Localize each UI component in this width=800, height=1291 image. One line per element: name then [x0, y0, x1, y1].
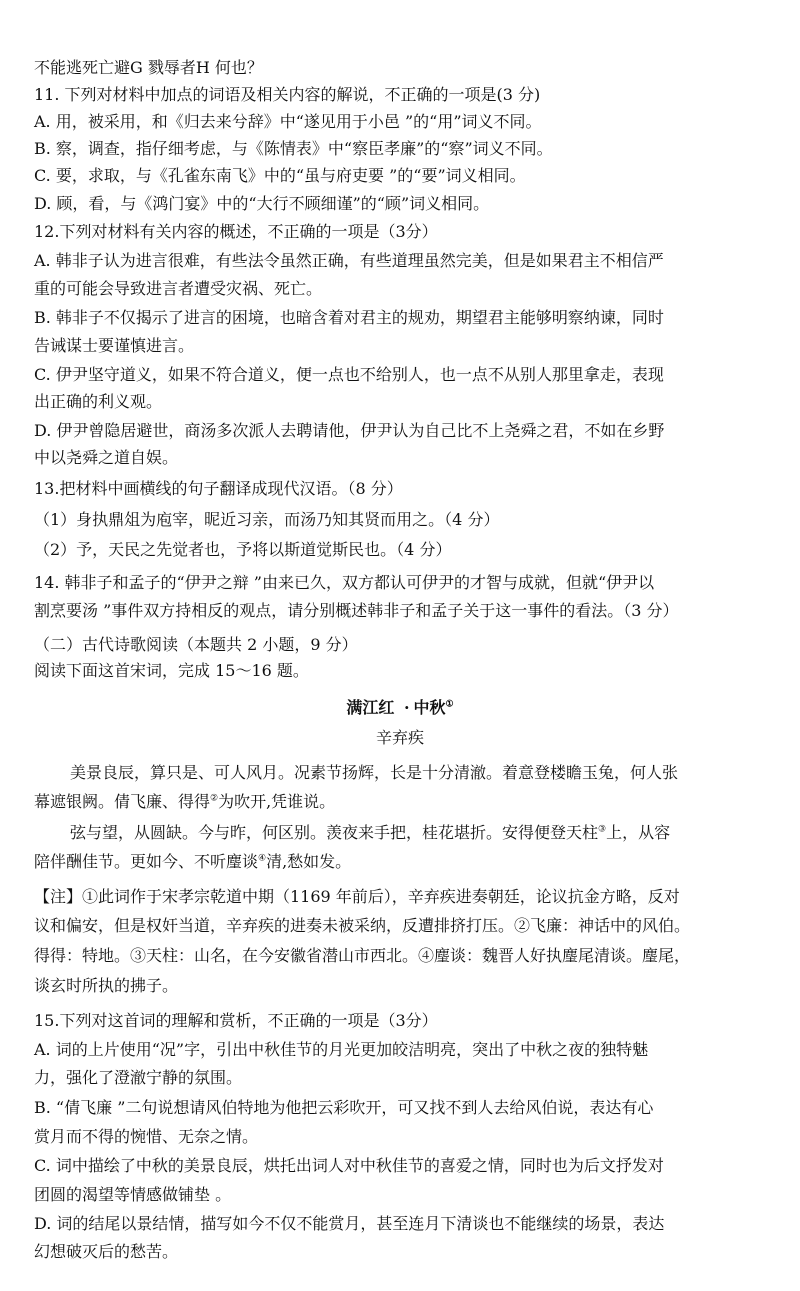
option-15d-cont: 幻想破灭后的愁苦。 — [34, 1242, 179, 1261]
option-11b: B. 察，调查，指仔细考虑，与《陈情表》中“察臣孝廉”的“察”词义不同。 — [34, 139, 553, 158]
poem-text: 为吹开,凭谁说。 — [218, 792, 336, 811]
poem-line — [70, 822, 766, 844]
question-14-cont: 割烹要汤 ”事件双方持相反的观点，请分别概述韩非子和孟子关于这一事件的看法。（3 分） — [34, 601, 679, 620]
option-12c: C. 伊尹坚守道义，如果不符合道义，便一点也不给别人，也一点不从别人那里拿走，表现 — [34, 365, 664, 384]
poem-line — [34, 791, 766, 813]
poem-line — [34, 851, 766, 873]
poem-text: 上，从容 — [606, 823, 671, 842]
question-13-1: （1）身执鼎俎为庖宰，昵近习亲，而汤乃知其贤而用之。（4 分） — [34, 510, 500, 529]
poem-title — [0, 697, 800, 719]
poem-title-separator: · — [403, 698, 410, 717]
option-12d: D. 伊尹曾隐居避世，商汤多次派人去聘请他，伊尹认为自己比不上尧舜之君，不如在乡野 — [34, 421, 665, 440]
question-13: 13.把材料中画横线的句子翻译成现代汉语。（8 分） — [34, 479, 403, 498]
question-12: 12.下列对材料有关内容的概述，不正确的一项是（3分） — [34, 222, 438, 241]
poem-text: 弦与望，从圆缺。今与昨，何区别。羡夜来手把，桂花堪折。安得便登天柱 — [70, 823, 599, 842]
footnote-marker: ① — [445, 699, 454, 710]
option-11c: C. 要，求取，与《孔雀东南飞》中的“虽与府吏要 ”的“要”词义相同。 — [34, 166, 526, 185]
footnote-marker: ② — [210, 793, 219, 804]
poem-title-main: 满江红 — [346, 698, 395, 717]
footnote-marker: ④ — [258, 853, 267, 864]
poem-line: 美景良辰，算只是、可人风月。况素节扬辉，长是十分清澈。着意登楼瞻玉兔，何人张 — [70, 763, 679, 782]
option-15a: A. 词的上片使用“况”字，引出中秋佳节的月光更加皎洁明亮，突出了中秋之夜的独特魅 — [34, 1040, 649, 1059]
option-12b-cont: 告诫谋士要谨慎进言。 — [34, 336, 195, 355]
question-15: 15.下列对这首词的理解和赏析，不正确的一项是（3分） — [34, 1011, 438, 1030]
option-15c-cont: 团圆的渴望等情感做铺垫 。 — [34, 1185, 232, 1204]
option-15a-cont: 力，强化了澄澈宁静的氛围。 — [34, 1068, 243, 1087]
poem-text: 清,愁如发。 — [266, 852, 352, 871]
option-12b: B. 韩非子不仅揭示了进言的困境，也暗含着对君主的规劝，期望君主能够明察纳谏，同时 — [34, 308, 664, 327]
question-13-2: （2）予，天民之先觉者也，予将以斯道觉斯民也。（4 分） — [34, 540, 452, 559]
section-heading: （二）古代诗歌阅读（本题共 2 小题，9 分） — [34, 635, 358, 654]
poem-title-sub: 中秋 — [413, 698, 446, 717]
option-11d: D. 顾，看，与《鸿门宴》中的“大行不顾细谨”的“顾”词义相同。 — [34, 194, 490, 213]
option-15d: D. 词的结尾以景结情，描写如今不仅不能赏月，甚至连月下清谈也不能继续的场景，表达 — [34, 1214, 665, 1233]
option-15b: B. “倩飞廉 ”二句说想请风伯特地为他把云彩吹开，可又找不到人去给风伯说，表达有心 — [34, 1098, 654, 1117]
note-line: 得得：特地。③天柱：山名，在今安徽省潜山市西北。④麈谈：魏晋人好执麈尾清谈。麈尾， — [34, 946, 691, 965]
poem-text: 幕遮银阙。倩飞廉、得得 — [34, 792, 211, 811]
option-11a: A. 用，被采用，和《归去来兮辞》中“遂见用于小邑 ”的“用”词义不同。 — [34, 112, 542, 131]
option-12d-cont: 中以尧舜之道自娱。 — [34, 448, 179, 467]
question-11: 11. 下列对材料中加点的词语及相关内容的解说，不正确的一项是(3 分) — [34, 85, 541, 104]
section-intro: 阅读下面这首宋词，完成 15～16 题。 — [34, 661, 309, 680]
poem-text: 陪伴酬佳节。更如今、不听麈谈 — [34, 852, 259, 871]
option-15b-cont: 赏月而不得的惋惜、无奈之情。 — [34, 1127, 259, 1146]
option-12c-cont: 出正确的利义观。 — [34, 392, 163, 411]
question-14: 14. 韩非子和孟子的“伊尹之辩 ”由来已久，双方都认可伊尹的才智与成就，但就“伊尹以 — [34, 573, 655, 592]
note-line: 【注】①此词作于宋孝宗乾道中期（1169 年前后），辛弃疾进奏朝廷，论议抗金方略，反对 — [34, 887, 680, 906]
option-15c: C. 词中描绘了中秋的美景良辰，烘托出词人对中秋佳节的喜爱之情，同时也为后文抒发对 — [34, 1156, 664, 1175]
option-12a: A. 韩非子认为进言很难，有些法令虽然正确，有些道理虽然完美，但是如果君主不相信严 — [34, 251, 664, 270]
poem-author: 辛弃疾 — [375, 728, 424, 747]
option-12a-cont: 重的可能会导致进言者遭受灾祸、死亡。 — [34, 279, 323, 298]
text-line: 不能逃死亡避G 戮辱者H 何也？ — [34, 58, 263, 77]
note-line: 谈玄时所执的拂子。 — [34, 976, 179, 995]
note-line: 议和偏安，但是权奸当道，辛弃疾的进奏未被采纳，反遭排挤打压。②飞廉：神话中的风伯。 — [34, 916, 691, 935]
footnote-marker: ③ — [598, 824, 607, 835]
